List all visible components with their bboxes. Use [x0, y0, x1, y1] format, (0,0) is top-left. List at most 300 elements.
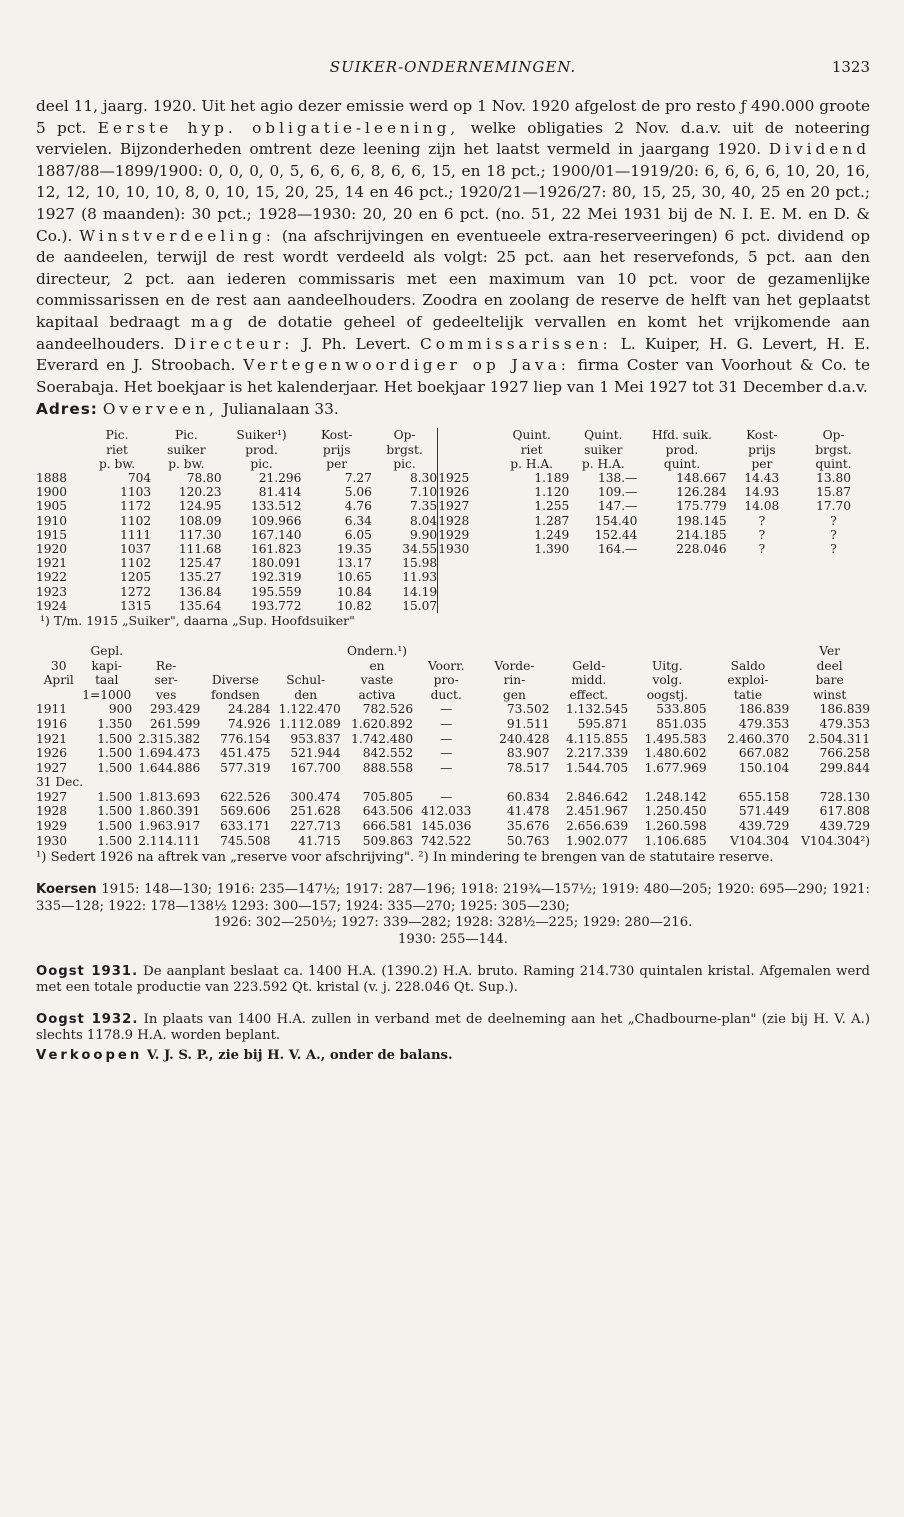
table-cell	[727, 599, 797, 613]
table-cell: 91.511	[506, 716, 550, 731]
table-row	[36, 746, 870, 761]
header-cell	[36, 457, 83, 471]
header-cell: Geld-	[572, 658, 606, 673]
table-cell: 571.449	[738, 804, 790, 819]
table-cell: 7.10	[410, 485, 438, 500]
table-cell: 186.839	[819, 702, 870, 717]
table-cell: 617.808	[819, 804, 870, 819]
header-cell: Suiker¹)	[236, 428, 287, 443]
oogst-1931: Oogst 1931. De aanplant beslaat ca. 1400 H.A. (1390.2) H.A. bruto. Raming 214.730 quintalen kristal. Afgemalen werd met een totale productie van 223.592 Qt. kristal (v. j. 228.046 Qt. Sup.).	[36, 964, 870, 996]
table-cell: 261.599	[149, 716, 201, 731]
table-cell: 35.676	[506, 819, 550, 834]
page	[36, 58, 870, 1064]
header-cell: quint.	[815, 456, 852, 471]
table-cell: —	[440, 746, 453, 761]
table-cell: 136.84	[178, 584, 222, 599]
table-cell: 1925	[438, 471, 494, 485]
table-cell: ?	[758, 541, 766, 556]
balance-header-row	[36, 673, 870, 688]
table-cell: 782.526	[362, 702, 414, 717]
table-cell: 1.860.391	[138, 804, 201, 819]
table-cell: 154.40	[594, 513, 638, 528]
header-cell	[438, 457, 494, 471]
table-cell: 227.713	[290, 819, 341, 834]
table-row	[36, 542, 870, 556]
header-cell: taal	[95, 673, 119, 688]
table-cell: 117.30	[178, 527, 222, 542]
table-cell	[438, 585, 494, 599]
header-cell: riet	[520, 442, 543, 457]
table-cell: —	[440, 716, 453, 731]
table-cell: 521.944	[290, 746, 341, 761]
header-cell: Kost-	[320, 428, 353, 443]
table-cell: 1037	[120, 541, 152, 556]
header-cell: pro-	[433, 673, 459, 688]
table-cell: 74.926	[227, 716, 271, 731]
table-cell: 1.106.685	[644, 833, 707, 848]
header-cell: fondsen	[211, 687, 260, 702]
table-cell: 1111	[120, 527, 152, 542]
table-cell: 1920	[36, 541, 68, 556]
header-cell: p. bw.	[168, 456, 205, 471]
table-cell: 953.837	[290, 731, 341, 746]
header-cell: p. H.A.	[581, 456, 625, 471]
table-cell: 14.19	[402, 584, 438, 599]
page-number: 1323	[831, 58, 870, 76]
header-cell: Quint.	[512, 428, 551, 443]
table-row	[36, 599, 870, 613]
table-cell: 1923	[36, 584, 68, 599]
table-cell: 1924	[36, 598, 68, 613]
table-cell: 145.036	[421, 819, 472, 834]
header-cell: winst	[812, 687, 847, 702]
table-cell: 133.512	[251, 499, 302, 514]
header-cell	[36, 428, 83, 442]
table-cell: 1.350	[97, 716, 133, 731]
table-cell: 1930	[438, 542, 494, 556]
table-cell: 8.30	[410, 470, 438, 485]
header-cell: pic.	[393, 456, 416, 471]
table-cell: 17.70	[816, 499, 851, 514]
table-cell	[494, 599, 569, 613]
running-title: SUIKER-ONDERNEMINGEN.	[329, 58, 577, 76]
table-cell: 1.544.705	[566, 760, 629, 775]
table-cell: 124.95	[178, 499, 222, 514]
table-cell	[494, 585, 569, 599]
table-cell	[797, 599, 870, 613]
header-cell: Vorde-	[494, 658, 535, 673]
table-cell: 2.217.339	[566, 746, 629, 761]
table-cell: 1921	[36, 731, 68, 746]
table-cell: 4.115.855	[566, 731, 629, 746]
table-cell: 81.414	[258, 485, 302, 500]
table-cell: 10.84	[337, 584, 372, 599]
table-cell: 167.700	[290, 760, 341, 775]
table-cell: —	[440, 789, 453, 804]
table-cell	[637, 556, 726, 570]
table-cell: 2.504.311	[807, 731, 870, 746]
table-cell	[727, 556, 797, 570]
table-cell: 1927	[438, 499, 494, 513]
table-cell: 15.87	[816, 485, 851, 500]
table-cell: 1915	[36, 527, 68, 542]
table-cell: 1102	[120, 556, 152, 571]
table-cell	[637, 599, 726, 613]
header-cell	[707, 644, 790, 659]
production-table	[36, 428, 870, 613]
table-cell	[569, 585, 637, 599]
header-cell: vaste	[360, 673, 394, 688]
header-cell: brgst.	[815, 442, 852, 457]
table-cell: 195.559	[251, 584, 302, 599]
table-cell: 135.64	[178, 598, 222, 613]
table-row	[36, 499, 870, 513]
table-cell: 666.581	[362, 819, 414, 834]
table-cell: 655.158	[738, 789, 790, 804]
table-cell: —	[440, 731, 453, 746]
table-cell: 10.65	[337, 570, 372, 585]
table-cell: 7.35	[410, 499, 438, 514]
table-row	[36, 761, 870, 776]
header-cell: ser-	[154, 673, 178, 688]
table-cell: 633.171	[220, 819, 271, 834]
header-cell	[200, 659, 270, 674]
table-cell: 135.27	[178, 570, 222, 585]
table-row	[36, 834, 870, 849]
table-cell: 888.558	[362, 760, 414, 775]
header-cell: Voorr.	[427, 658, 465, 673]
address: Adres: Overveen, Julianalaan 33.	[36, 400, 339, 419]
table-cell: 1911	[36, 702, 68, 717]
table-cell: 152.44	[594, 527, 638, 542]
company-description: deel 11, jaarg. 1920. Uit het agio dezer emissie werd op 1 Nov. 1920 afgelost de pro resto ƒ 490.000 groote 5 pct. Eerste hyp. obligatie-leening, welke obligaties 2 Nov. d.a.v. uit de noteering vervielen. Bijzonderheden omtrent deze leening zijn het laatst vermeld in jaargang 1920. Dividend 1887/88—1899/1900: 0, 0, 0, 0, 5, 6, 6, 6, 8, 6, 6, 15, en 18 pct.; 1900/01—1919/20: 6, 6, 6, 6, 10, 20, 16, 12, 12, 10, 10, 10, 8, 0, 10, 15, 20, 25, 14 en 46 pct.; 1920/21—1926/27: 80, 15, 25, 30, 40, 25 en 20 pct.; 1927 (8 maanden): 30 pct.; 1928—1930: 20, 20 en 6 pct. (no. 51, 22 Mei 1931 bij de N. I. E. M. en D. & Co.). Winstverdeeling: (na afschrijvingen en eventueele extra-reserveeringen) 6 pct. dividend op de aandeelen, terwijl de rest wordt verdeeld als volgt: 25 pct. aan het reservefonds, 5 pct. aan den directeur, 2 pct. aan iederen commissaris met een maximum van 10 pct. voor de gezamenlijke commissarissen en de rest aan aandeelhouders. Zoodra en zoolang de reserve de helft van het geplaatst kapitaal bedraagt mag de dotatie geheel of gedeeltelijk vervallen en komt het vrijkomende aan aandeelhouders. Directeur: J. Ph. Levert. Commissarissen: L. Kuiper, H. G. Levert, H. E. Everard en J. Stroobach. Vertegenwoordiger op Java: firma Coster van Voorhout & Co. te Soerabaja. Het boekjaar is het kalenderjaar. Het boekjaar 1927 liep van 1 Mei 1927 tot 31 December d.a.v.	[36, 97, 871, 396]
table-cell: 1.963.917	[138, 819, 201, 834]
table-cell: 728.130	[819, 789, 870, 804]
table-cell: 842.552	[362, 746, 414, 761]
table-cell: 1927	[36, 789, 68, 804]
table-cell	[637, 585, 726, 599]
table-cell: 41.478	[506, 804, 550, 819]
table-cell: 1.260.598	[644, 819, 707, 834]
table-cell: 13.80	[816, 470, 851, 485]
table-cell: 83.907	[506, 746, 550, 761]
header-cell: exploi-	[727, 673, 769, 688]
header-cell: prijs	[322, 442, 351, 457]
table-cell: 451.475	[220, 746, 271, 761]
header-cell: Pic.	[174, 428, 198, 443]
header-cell	[271, 659, 341, 674]
header-cell: duct.	[430, 687, 462, 702]
header-cell: April	[43, 673, 74, 688]
header-cell	[271, 644, 341, 659]
table-cell: 186.839	[738, 702, 790, 717]
header-cell: Diverse	[211, 673, 259, 688]
table-cell: 8.04	[410, 513, 438, 528]
table-row	[36, 717, 870, 732]
table-cell: 479.353	[819, 716, 870, 731]
table-cell: 9.90	[410, 527, 438, 542]
table-cell: 1103	[120, 485, 152, 500]
dec-label-row	[36, 775, 870, 790]
table-row	[36, 570, 870, 584]
table-cell: 1.500	[97, 746, 133, 761]
table-cell: 595.871	[577, 716, 629, 731]
table-row	[36, 819, 870, 834]
header-cell: per	[326, 456, 348, 471]
table-cell: 851.035	[656, 716, 707, 731]
table-row	[36, 471, 870, 485]
table-cell: V104.304²)	[801, 833, 870, 848]
table-cell: 109.966	[251, 513, 302, 528]
table-cell: 1.287	[534, 513, 570, 528]
header-cell: riet	[106, 442, 128, 457]
header-cell: volg.	[652, 673, 683, 688]
table-cell: 6.34	[344, 513, 372, 528]
verkoopen: Verkoopen V. J. S. P., zie bij H. V. A., onder de balans.	[36, 1048, 453, 1064]
table-cell: 2.315.382	[138, 731, 201, 746]
table-cell: 60.834	[506, 789, 550, 804]
table-cell	[727, 570, 797, 584]
table-cell: 147.—	[598, 499, 638, 514]
header-cell: prijs	[748, 442, 776, 457]
table-cell: 1888	[36, 470, 68, 485]
table-cell: V104.304	[730, 833, 790, 848]
header-cell: en	[369, 658, 385, 673]
table-cell: 21.296	[258, 470, 302, 485]
table-cell: 240.428	[499, 731, 550, 746]
table-cell: 5.06	[344, 485, 372, 500]
table-cell: ?	[758, 527, 766, 542]
table-cell: 41.715	[298, 833, 341, 848]
header-cell: prod.	[665, 442, 699, 457]
table-cell: 1.390	[534, 541, 570, 556]
table-cell: 412.033	[421, 804, 472, 819]
table-cell: 1.255	[534, 499, 570, 514]
header-cell	[479, 644, 549, 659]
table-cell: 569.606	[220, 804, 271, 819]
table-cell: 1.902.077	[566, 833, 629, 848]
table-row	[36, 556, 870, 570]
table-cell: 125.47	[178, 556, 222, 571]
header-cell: Gepl.	[90, 643, 124, 658]
table-cell: 214.185	[676, 527, 727, 542]
header-cell: kapi-	[91, 658, 122, 673]
table-cell: 6.05	[344, 527, 372, 542]
header-cell: rin-	[503, 673, 526, 688]
header-cell: suiker	[584, 442, 623, 457]
production-header-row	[36, 457, 870, 471]
table-cell: 2.460.370	[727, 731, 790, 746]
table-cell	[797, 556, 870, 570]
table-cell: 1900	[36, 485, 68, 500]
header-cell: Quint.	[584, 428, 623, 443]
table-cell: 1315	[120, 598, 152, 613]
table-cell: 900	[108, 702, 133, 717]
header-cell: brgst.	[386, 442, 423, 457]
header-cell: 30	[50, 658, 67, 673]
table-cell: 175.779	[676, 499, 727, 514]
production-footnote: ¹) T/m. 1915 „Suiker", daarna „Sup. Hoofdsuiker"	[40, 612, 355, 628]
table-cell: 1.132.545	[566, 702, 629, 717]
table-cell: 293.429	[149, 702, 201, 717]
table-cell: 2.114.111	[138, 833, 201, 848]
table-cell: 138.—	[598, 470, 638, 485]
table-cell: 1921	[36, 556, 68, 571]
table-cell	[569, 556, 637, 570]
table-cell: 1.189	[534, 470, 570, 485]
table-cell: 1928	[36, 804, 68, 819]
header-cell: Schul-	[286, 673, 326, 688]
table-cell: 2.451.967	[566, 804, 629, 819]
balance-table	[36, 644, 870, 848]
table-row	[36, 790, 870, 805]
header-cell: bare	[815, 673, 844, 688]
table-cell: 1.677.969	[644, 760, 707, 775]
table-row	[36, 732, 870, 747]
table-cell: 120.23	[178, 485, 222, 500]
table-cell: 126.284	[676, 485, 727, 500]
balance-header-row	[36, 659, 870, 674]
table-row	[36, 585, 870, 599]
table-cell: 1272	[120, 584, 152, 599]
balance-header-row	[36, 644, 870, 659]
header-cell: ves	[156, 687, 177, 702]
table-cell: 1930	[36, 833, 68, 848]
table-cell: 1.248.142	[644, 789, 707, 804]
header-cell: midd.	[571, 673, 607, 688]
table-row	[36, 485, 870, 499]
table-cell: 14.43	[744, 470, 780, 485]
table-cell: 4.76	[344, 499, 372, 514]
table-row	[36, 528, 870, 542]
table-cell: 2.846.642	[566, 789, 629, 804]
production-header-row	[36, 428, 870, 442]
table-cell: 1.250.450	[644, 804, 707, 819]
oogst-1932: Oogst 1932. In plaats van 1400 H.A. zullen in verband met de deelneming aan het „Chadbourne-plan" (zie bij H. V. A.) slechts 1178.9 H.A. worden beplant.	[36, 1012, 870, 1044]
table-cell: 1927	[36, 760, 68, 775]
table-cell	[637, 570, 726, 584]
table-cell: 1916	[36, 716, 68, 731]
table-cell: 509.863	[362, 833, 414, 848]
table-cell: 78.80	[186, 470, 222, 485]
table-cell: 1.694.473	[138, 746, 201, 761]
table-cell: 167.140	[251, 527, 302, 542]
header-cell	[438, 428, 494, 442]
table-cell	[727, 585, 797, 599]
table-cell	[569, 599, 637, 613]
header-cell: effect.	[569, 687, 609, 702]
header-cell: activa	[358, 687, 396, 702]
koersen-section: Koersen 1915: 148—130; 1916: 235—147½; 1917: 287—196; 1918: 219¾—157½; 1919: 480—205; 1920: 695—290; 1921: 335—128; 1922: 178—138½ 1293: 300—157; 1924: 335—270; 1925: 305—230; 1926: 302—250½; 1927: 339—282; 1928: 328½—225; 1929: 280—216. 1930: 255—144.	[36, 882, 870, 947]
table-cell: —	[440, 702, 453, 717]
table-cell: 533.805	[656, 702, 707, 717]
table-cell: 1.742.480	[351, 731, 414, 746]
table-cell: 50.763	[506, 833, 550, 848]
table-cell: 198.145	[676, 513, 727, 528]
table-cell: 1.500	[97, 833, 133, 848]
koersen-label: Koersen	[36, 882, 97, 898]
table-cell: 19.35	[337, 541, 372, 556]
table-cell: 1.480.602	[644, 746, 707, 761]
header-cell: Pic.	[105, 428, 129, 443]
table-cell: 193.772	[251, 598, 302, 613]
table-cell: 479.353	[738, 716, 790, 731]
table-cell: ?	[830, 527, 837, 542]
table-cell: 1929	[438, 528, 494, 542]
table-cell: 228.046	[676, 541, 727, 556]
header-cell	[200, 644, 270, 659]
table-cell: 1926	[438, 485, 494, 499]
header-cell: Hfd. suik.	[652, 428, 712, 443]
header-cell	[36, 644, 81, 659]
table-cell: 776.154	[220, 731, 271, 746]
table-cell: 13.17	[337, 556, 372, 571]
table-cell: 1.813.693	[138, 789, 201, 804]
balance-header-row	[36, 688, 870, 703]
header-cell: prod.	[245, 442, 278, 457]
table-cell: 180.091	[251, 556, 302, 571]
table-cell: 1926	[36, 746, 68, 761]
table-cell: 439.729	[738, 819, 790, 834]
table-cell: 14.93	[744, 485, 780, 500]
table-cell	[438, 570, 494, 584]
header-cell: Re-	[155, 658, 177, 673]
table-cell: 164.—	[598, 541, 638, 556]
header-cell: deel	[816, 658, 843, 673]
table-cell: 1102	[120, 513, 152, 528]
table-cell: 251.628	[290, 804, 341, 819]
table-cell	[797, 570, 870, 584]
table-cell: 2.656.639	[566, 819, 629, 834]
table-cell: 108.09	[178, 513, 222, 528]
table-cell: 439.729	[819, 819, 870, 834]
header-cell	[132, 644, 200, 659]
header-cell: gen	[502, 687, 526, 702]
table-cell: 622.526	[220, 789, 271, 804]
table-cell: 78.517	[506, 760, 550, 775]
header-cell: Op-	[822, 428, 845, 443]
table-cell: ?	[758, 513, 766, 528]
page-header	[36, 58, 870, 84]
table-cell: 704	[127, 470, 152, 485]
table-cell: 111.68	[178, 541, 222, 556]
header-cell: p. H.A.	[510, 456, 554, 471]
table-cell: 109.—	[598, 485, 638, 500]
header-cell	[413, 644, 479, 659]
table-cell: 1929	[36, 819, 68, 834]
header-cell	[438, 443, 494, 457]
table-cell	[494, 556, 569, 570]
header-cell: Saldo	[730, 658, 766, 673]
table-cell: 766.258	[819, 746, 870, 761]
header-cell: oogstj.	[646, 687, 688, 702]
table-cell: 150.104	[738, 760, 790, 775]
table-cell: 299.844	[819, 760, 870, 775]
table-cell	[494, 570, 569, 584]
header-cell: Ondern.¹)	[346, 643, 407, 658]
table-cell: 15.98	[402, 556, 438, 571]
header-cell: den	[294, 687, 318, 702]
header-cell: 1=1000	[82, 687, 132, 702]
header-cell: tatie	[733, 687, 763, 702]
production-header-row	[36, 443, 870, 457]
table-cell: 7.27	[344, 470, 372, 485]
header-cell: Kost-	[746, 428, 778, 443]
table-cell: 14.08	[744, 499, 780, 514]
header-cell: Ver	[819, 643, 840, 658]
table-row	[36, 702, 870, 717]
table-cell: 705.805	[362, 789, 414, 804]
